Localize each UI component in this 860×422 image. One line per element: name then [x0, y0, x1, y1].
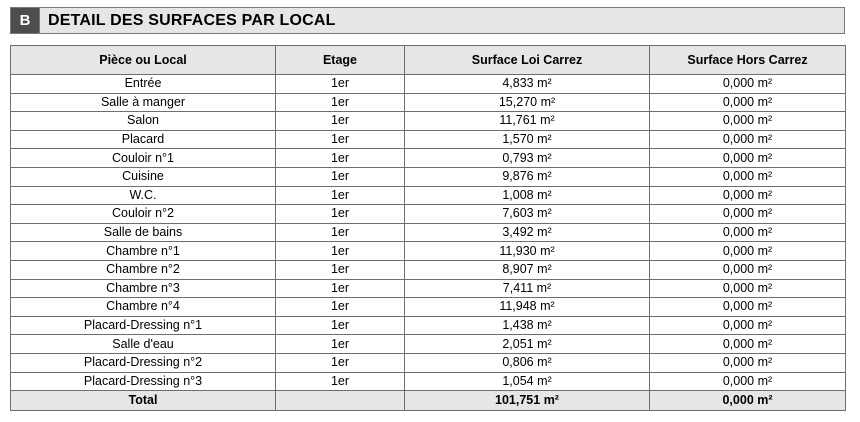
non-carrez-surface-cell: 0,000 m²: [650, 223, 846, 242]
table-row: [11, 130, 846, 149]
floor-cell: 1er: [276, 112, 405, 131]
table-row: [11, 298, 846, 317]
room-name-cell: Cuisine: [11, 167, 276, 186]
carrez-surface-cell: 11,930 m²: [405, 242, 650, 261]
non-carrez-surface-cell: 0,000 m²: [650, 75, 846, 94]
carrez-surface-cell: 11,761 m²: [405, 112, 650, 131]
non-carrez-surface-cell: 0,000 m²: [650, 335, 846, 354]
section-letter-badge: B: [11, 8, 40, 33]
total-floor-cell: [276, 391, 405, 411]
surfaces-table: [10, 45, 846, 411]
column-header-non-carrez-surface: Surface Hors Carrez: [650, 46, 846, 75]
non-carrez-surface-cell: 0,000 m²: [650, 260, 846, 279]
room-name-cell: Placard-Dressing n°3: [11, 372, 276, 391]
floor-cell: 1er: [276, 316, 405, 335]
floor-cell: 1er: [276, 205, 405, 224]
room-name-cell: Chambre n°3: [11, 279, 276, 298]
table-header-row: [11, 46, 846, 75]
total-carrez-surface: 101,751 m²: [405, 391, 650, 411]
floor-cell: 1er: [276, 167, 405, 186]
carrez-surface-cell: 8,907 m²: [405, 260, 650, 279]
table-row: [11, 372, 846, 391]
floor-cell: 1er: [276, 186, 405, 205]
table-row: [11, 75, 846, 94]
carrez-surface-cell: 1,438 m²: [405, 316, 650, 335]
floor-cell: 1er: [276, 260, 405, 279]
room-name-cell: Salle d'eau: [11, 335, 276, 354]
non-carrez-surface-cell: 0,000 m²: [650, 298, 846, 317]
floor-cell: 1er: [276, 223, 405, 242]
table-row: [11, 112, 846, 131]
room-name-cell: Entrée: [11, 75, 276, 94]
room-name-cell: W.C.: [11, 186, 276, 205]
non-carrez-surface-cell: 0,000 m²: [650, 372, 846, 391]
room-name-cell: Chambre n°2: [11, 260, 276, 279]
table-row: [11, 353, 846, 372]
table-row: [11, 223, 846, 242]
floor-cell: 1er: [276, 93, 405, 112]
carrez-surface-cell: 0,806 m²: [405, 353, 650, 372]
room-name-cell: Salle de bains: [11, 223, 276, 242]
floor-cell: 1er: [276, 149, 405, 168]
non-carrez-surface-cell: 0,000 m²: [650, 167, 846, 186]
floor-cell: 1er: [276, 353, 405, 372]
carrez-surface-cell: 1,054 m²: [405, 372, 650, 391]
carrez-surface-cell: 1,008 m²: [405, 186, 650, 205]
table-row: [11, 316, 846, 335]
non-carrez-surface-cell: 0,000 m²: [650, 112, 846, 131]
column-header-floor: Etage: [276, 46, 405, 75]
carrez-surface-cell: 4,833 m²: [405, 75, 650, 94]
room-name-cell: Salon: [11, 112, 276, 131]
non-carrez-surface-cell: 0,000 m²: [650, 93, 846, 112]
total-non-carrez-surface: 0,000 m²: [650, 391, 846, 411]
table-row: [11, 149, 846, 168]
column-header-room: Pièce ou Local: [11, 46, 276, 75]
floor-cell: 1er: [276, 372, 405, 391]
column-header-carrez-surface: Surface Loi Carrez: [405, 46, 650, 75]
section-header: [10, 7, 845, 34]
non-carrez-surface-cell: 0,000 m²: [650, 149, 846, 168]
table-row: [11, 242, 846, 261]
floor-cell: 1er: [276, 130, 405, 149]
carrez-surface-cell: 15,270 m²: [405, 93, 650, 112]
table-row: [11, 335, 846, 354]
floor-cell: 1er: [276, 335, 405, 354]
non-carrez-surface-cell: 0,000 m²: [650, 353, 846, 372]
room-name-cell: Chambre n°1: [11, 242, 276, 261]
non-carrez-surface-cell: 0,000 m²: [650, 186, 846, 205]
carrez-surface-cell: 7,603 m²: [405, 205, 650, 224]
carrez-surface-cell: 2,051 m²: [405, 335, 650, 354]
room-name-cell: Couloir n°1: [11, 149, 276, 168]
floor-cell: 1er: [276, 75, 405, 94]
table-row: [11, 167, 846, 186]
non-carrez-surface-cell: 0,000 m²: [650, 205, 846, 224]
room-name-cell: Salle à manger: [11, 93, 276, 112]
non-carrez-surface-cell: 0,000 m²: [650, 279, 846, 298]
carrez-surface-cell: 7,411 m²: [405, 279, 650, 298]
non-carrez-surface-cell: 0,000 m²: [650, 242, 846, 261]
carrez-surface-cell: 9,876 m²: [405, 167, 650, 186]
room-name-cell: Placard-Dressing n°1: [11, 316, 276, 335]
table-row: [11, 93, 846, 112]
room-name-cell: Chambre n°4: [11, 298, 276, 317]
non-carrez-surface-cell: 0,000 m²: [650, 130, 846, 149]
floor-cell: 1er: [276, 298, 405, 317]
carrez-surface-cell: 11,948 m²: [405, 298, 650, 317]
table-row: [11, 186, 846, 205]
non-carrez-surface-cell: 0,000 m²: [650, 316, 846, 335]
table-row: [11, 279, 846, 298]
carrez-surface-cell: 1,570 m²: [405, 130, 650, 149]
room-name-cell: Couloir n°2: [11, 205, 276, 224]
table-body: [11, 75, 846, 391]
carrez-surface-cell: 0,793 m²: [405, 149, 650, 168]
carrez-surface-cell: 3,492 m²: [405, 223, 650, 242]
table-row: [11, 260, 846, 279]
total-row: [11, 391, 846, 411]
table-row: [11, 205, 846, 224]
total-label: Total: [11, 391, 276, 411]
floor-cell: 1er: [276, 242, 405, 261]
floor-cell: 1er: [276, 279, 405, 298]
section-title: DETAIL DES SURFACES PAR LOCAL: [48, 11, 336, 29]
room-name-cell: Placard-Dressing n°2: [11, 353, 276, 372]
room-name-cell: Placard: [11, 130, 276, 149]
